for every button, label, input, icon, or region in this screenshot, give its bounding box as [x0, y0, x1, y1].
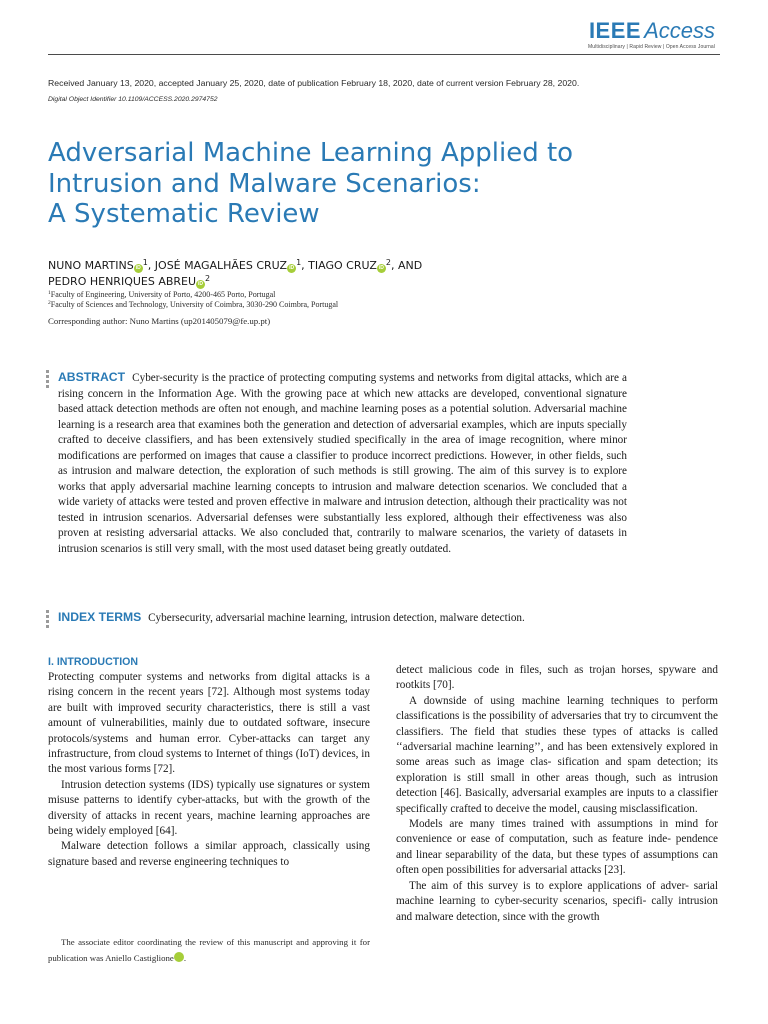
- logo-ieee-text: IEEE: [588, 18, 642, 43]
- title-line: Adversarial Machine Learning Applied to: [48, 138, 574, 168]
- orcid-icon[interactable]: iD: [378, 265, 384, 271]
- author-separator: ,: [147, 259, 155, 272]
- author-name: TIAGO CRUZ: [308, 259, 377, 272]
- abstract-marker-icon: [46, 370, 49, 388]
- body-paragraph: detect malicious code in files, such as trojan horses, spyware and rootkits [70].: [396, 664, 718, 692]
- index-terms-label: INDEX TERMS: [58, 610, 142, 624]
- affiliations: [48, 290, 338, 310]
- body-paragraph: Malware detection follows a similar approach, classically using signature based and reverse engineering techniques to: [48, 840, 370, 868]
- author-line: [48, 258, 688, 274]
- orcid-icon[interactable]: iD: [289, 265, 295, 271]
- author-affil-num: 1: [142, 258, 148, 267]
- header-divider: [48, 54, 720, 55]
- left-column: [48, 655, 370, 870]
- section-heading: I. INTRODUCTION: [48, 656, 139, 668]
- logo-access-text: Access: [644, 18, 715, 43]
- abstract-text: Cyber-security is the practice of protecting computing systems and networks from digital attacks, which are a rising concern in the Information Age. With the growing pace at which new attacks are developed, conventional signature based attack detection methods are often not enough, and machine learning poses as a potential solution. Adversarial machine learning is a research area that examines both the generation and detection of adversarial examples, which are inputs specially crafted to deceive classifiers, and has been extensively studied specifically in the area of image recognition, where minor modifications are performed on images that cause a classifier to produce incorrect predictions. However, in other fields, such as intrusion and malware detection, the exploration of such methods is still growing. The aim of this survey is to explore works that apply adversarial machine learning concepts to intrusion and malware detection scenarios. We concluded that a wide variety of attacks were tested and proven effective in malware and intrusion detection, although their practicality was not tested in intrusion scenarios. Adversarial defenses were substantially less explored, although their effectiveness was also proven at resisting adversarial attacks. We also concluded that, contrarily to malware scenarios, the variety of datasets in intrusion scenarios is still very small, with the most used dataset being greatly outdated.: [58, 372, 628, 555]
- editor-footnote: The associate editor coordinating the review of this manuscript and approving it for publication was Aniello Castiglione iD.: [48, 937, 370, 963]
- paper-title: [48, 138, 668, 230]
- index-terms-marker-icon: [46, 610, 49, 628]
- title-line: A Systematic Review: [48, 199, 320, 229]
- author-name: NUNO MARTINS: [48, 259, 134, 272]
- author-separator: , AND: [390, 259, 423, 272]
- author-affil-num: 2: [385, 258, 391, 267]
- footnote-text: The associate editor coordinating the review of this manuscript and approving it for publication was Aniello Castiglione: [48, 937, 370, 963]
- logo-tagline: Multidisciplinary | Rapid Review | Open Access Journal: [588, 44, 715, 50]
- affiliation-item: [48, 300, 338, 310]
- title-line: Intrusion and Malware Scenarios:: [48, 168, 481, 199]
- author-list: [48, 258, 688, 290]
- received-dates: Received January 13, 2020, accepted January 25, 2020, date of publication February 18, 2020, date of current version February 28, 2020.: [48, 78, 580, 88]
- journal-logo: [588, 18, 715, 51]
- orcid-icon[interactable]: iD: [198, 281, 204, 287]
- abstract: [58, 370, 627, 557]
- index-terms-text: Cybersecurity, adversarial machine learning, intrusion detection, malware detection.: [148, 612, 525, 624]
- corresponding-author: Corresponding author: Nuno Martins (up201405079@fe.up.pt): [48, 316, 271, 326]
- abstract-label: ABSTRACT: [58, 370, 126, 384]
- affiliation-item: [48, 290, 338, 300]
- author-name: JOSÉ MAGALHÃES CRUZ: [154, 259, 288, 272]
- orcid-icon[interactable]: iD: [174, 952, 184, 962]
- body-paragraph: Models are many times trained with assumptions in mind for convenience or ease of computation, such as feature inde- pendence and linear separability of the data, but these types of assumptions can often open possibilities for adversarial attacks [23].: [396, 818, 718, 877]
- author-name: PEDRO HENRIQUES ABREU: [48, 275, 197, 288]
- doi-line: Digital Object Identifier 10.1109/ACCESS.2020.2974752: [48, 96, 218, 103]
- index-terms: [58, 610, 525, 624]
- affiliation-text: Faculty of Sciences and Technology, University of Coimbra, 3030-290 Coimbra, Portugal: [50, 300, 339, 309]
- right-column: [396, 663, 718, 925]
- body-paragraph: Protecting computer systems and networks from digital attacks is a rising concern in the recent years [72]. Although most systems today are built with improved security characteristics, there is still a vast amount of vulnerabilities, mainly due to outdated software, insecure protocols/systems and human error. Cyber-attacks can target any infrastructure, from cloud systems to Internet of things (IoT) devices, in the most various forms [72].: [48, 671, 370, 776]
- author-separator: ,: [301, 259, 309, 272]
- affiliation-text: Faculty of Engineering, University of Porto, 4200-465 Porto, Portugal: [50, 290, 276, 299]
- author-line: [48, 274, 688, 290]
- author-affil-num: 2: [205, 274, 211, 283]
- body-paragraph: The aim of this survey is to explore applications of adver- sarial machine learning to cyber-security scenarios, specifi- cally intrusion and malware detection, since with the growth: [396, 879, 718, 923]
- author-affil-num: 1: [296, 258, 302, 267]
- orcid-icon[interactable]: iD: [135, 265, 141, 271]
- body-paragraph: A downside of using machine learning techniques to perform classifications is the possibility of adversaries that try to circumvent the classifiers. The field that studies these types of attacks is called ‘‘adversarial machine learning’’, and has been extensively explored in some areas such as image clas- sification and spam detection; its exploration is still small in other areas though, such as intrusion detection [46]. Basically, adversarial examples are inputs to a classifier specifically crafted to deceive the model, causing misclassification.: [396, 694, 718, 815]
- affiliation-num: 2: [48, 300, 51, 306]
- body-paragraph: Intrusion detection systems (IDS) typically use signatures or system misuse patterns to identify cyber-attacks, but with the growth of the diversity of attacks in recent years, machine learning approaches are being widely employed [64].: [48, 778, 370, 838]
- affiliation-num: 1: [48, 290, 51, 296]
